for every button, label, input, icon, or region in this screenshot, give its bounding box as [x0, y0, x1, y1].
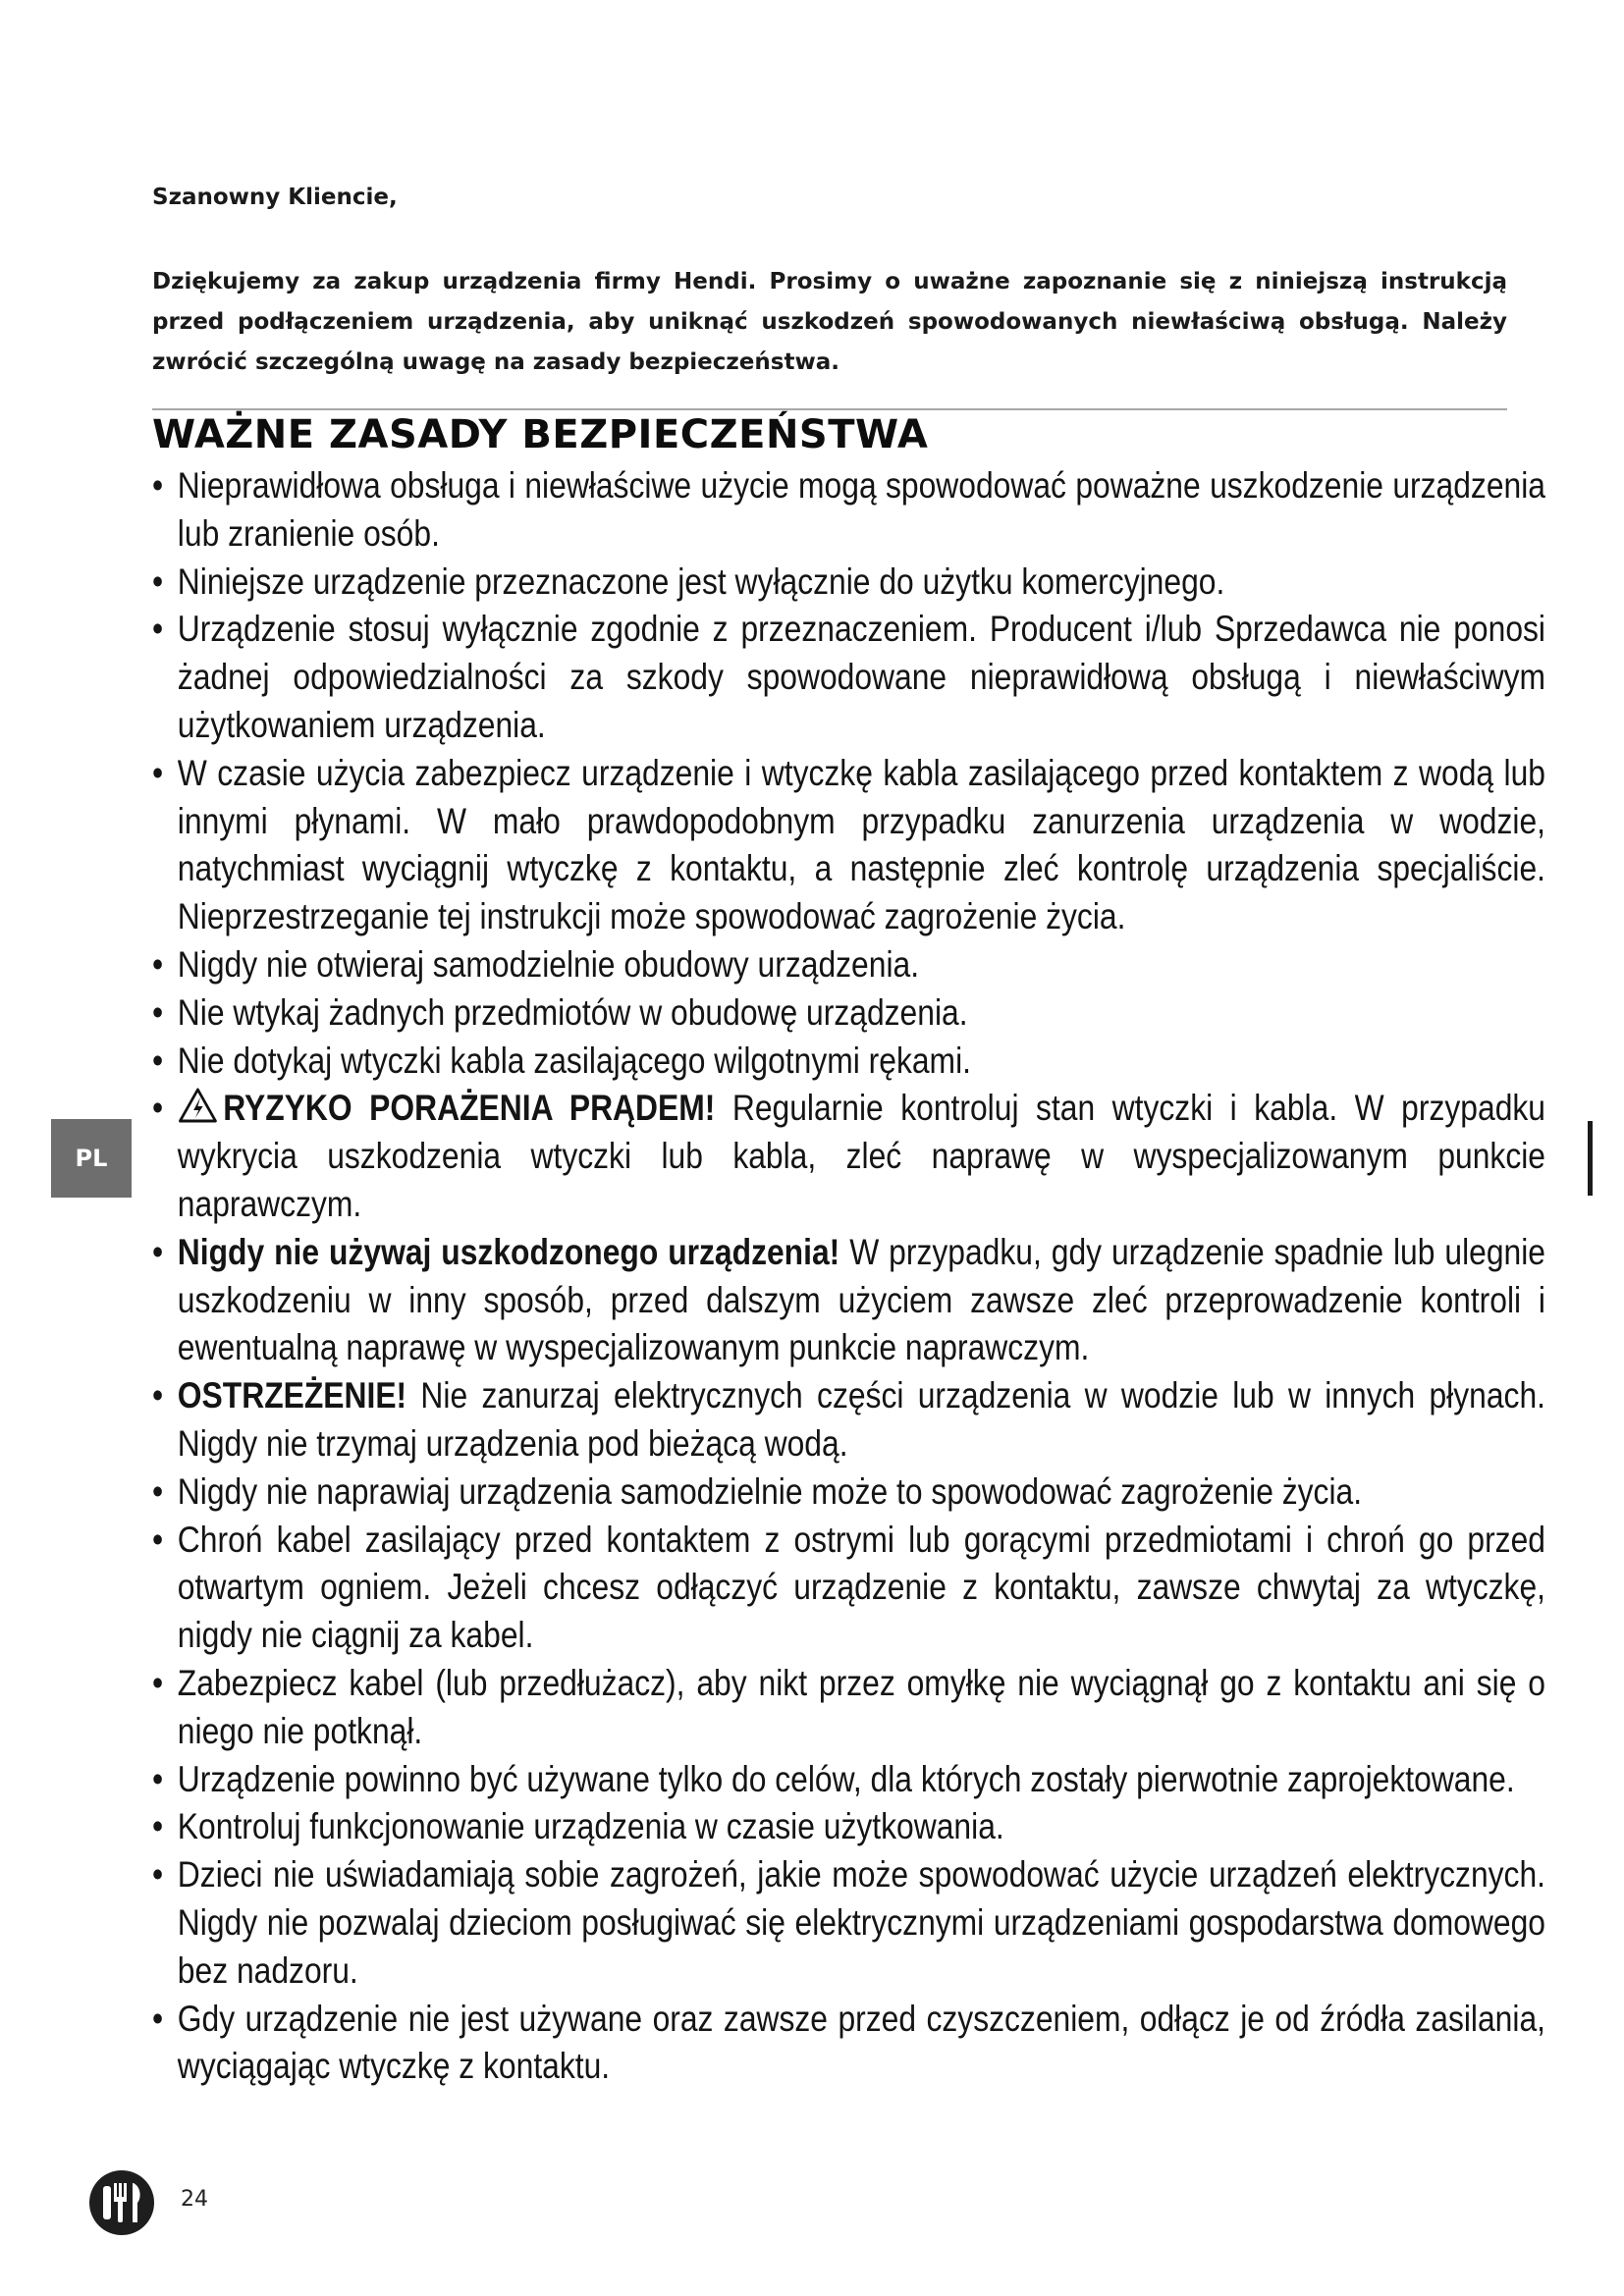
safety-rule-item	[152, 1756, 1545, 1804]
rule-text: Gdy urządzenie nie jest używane oraz zawsze przed czyszczeniem, odłącz je od źródła zasilania, wyciągając wtyczkę z kontaktu.	[177, 1998, 1545, 2087]
bullet-point: •	[152, 1998, 164, 2039]
rule-text: W czasie użycia zabezpiecz urządzenie i wtyczkę kabla zasilającego przed kontaktem z wodą lub innymi płynami. W mało prawdopodobnym przypadku zanurzenia urządzenia w wodzie, natychmiast wyciągnij wtyczkę z kontaktu, a następnie zleć kontrolę urządzenia specjaliście. Nieprzestrzeganie tej instrukcji może spowodować zagrożenie życia.	[177, 752, 1545, 937]
bullet-point: •	[152, 752, 164, 793]
bullet-point: •	[152, 1758, 164, 1799]
page-number: 24	[181, 2187, 208, 2212]
bullet-point: •	[152, 1519, 164, 1560]
bullet-point: •	[152, 1470, 164, 1512]
rule-emphasis: RYZYKO PORAŻENIA PRĄDEM!	[223, 1088, 716, 1129]
bullet-point: •	[152, 991, 164, 1033]
rule-text: Nigdy nie otwieraj samodzielnie obudowy urządzenia.	[177, 943, 920, 985]
safety-heading: WAŻNE ZASADY BEZPIECZEŃSTWA	[152, 412, 929, 457]
bullet-point: •	[152, 1662, 164, 1703]
safety-rule-item	[152, 1803, 1545, 1851]
safety-rule-item	[152, 941, 1545, 989]
safety-rule-item	[152, 1517, 1545, 1660]
edge-marker	[1588, 1121, 1593, 1196]
safety-rule-item	[152, 1038, 1545, 1086]
rule-text: Chroń kabel zasilający przed kontaktem z ostrymi lub gorącymi przedmiotami i chroń go przed otwartym ogniem. Jeżeli chcesz odłączyć urządzenie z kontaktu, zawsze chwytaj za wtyczkę, nigdy nie ciągnij za kabel.	[177, 1519, 1545, 1656]
safety-rule-item	[152, 606, 1545, 749]
rule-text: Regularnie kontroluj stan wtyczki i kabla. W przypadku wykrycia uszkodzenia wtyczki lub kabla, zleć naprawę w wyspecjalizowanym punkcie naprawczym.	[177, 1088, 1545, 1224]
safety-rule-item	[152, 1851, 1545, 1995]
safety-rule-item	[152, 1468, 1545, 1517]
safety-rule-item	[152, 559, 1545, 607]
rule-emphasis: Nigdy nie używaj uszkodzonego urządzenia!	[177, 1231, 840, 1272]
bullet-point: •	[152, 943, 164, 985]
bullet-point: •	[152, 1806, 164, 1847]
rule-text: Nie dotykaj wtyczki kabla zasilającego wilgotnymi rękami.	[177, 1040, 971, 1081]
safety-rule-item	[152, 989, 1545, 1038]
electric-hazard-icon	[178, 1087, 218, 1124]
greeting: Szanowny Kliencie,	[152, 185, 398, 210]
bullet-point: •	[152, 1231, 164, 1272]
rule-text: Niniejsze urządzenie przeznaczone jest wyłącznie do użytku komercyjnego.	[177, 561, 1225, 602]
section-divider	[152, 408, 1507, 410]
rule-text: Zabezpiecz kabel (lub przedłużacz), aby nikt przez omyłkę nie wyciągnął go z kontaktu ani się o niego nie potknął.	[177, 1662, 1545, 1751]
rule-emphasis: OSTRZEŻENIE!	[177, 1375, 407, 1416]
rule-text: Nie zanurzaj elektrycznych części urządzenia w wodzie lub w innych płynach. Nigdy nie trzymaj urządzenia pod bieżącą wodą.	[177, 1375, 1545, 1464]
rule-text: Urządzenie powinno być używane tylko do celów, dla których zostały pierwotnie zaprojektowane.	[177, 1758, 1515, 1799]
rule-text: Nie wtykaj żadnych przedmiotów w obudowę urządzenia.	[177, 991, 968, 1033]
hendi-cutlery-logo-icon	[88, 2169, 155, 2236]
language-tab: PL	[51, 1119, 132, 1198]
rule-text: Nieprawidłowa obsługa i niewłaściwe użycie mogą spowodować poważne uszkodzenie urządzenia lub zranienie osób.	[177, 465, 1545, 554]
rule-text: Nigdy nie naprawiaj urządzenia samodzielnie może to spowodować zagrożenie życia.	[177, 1470, 1363, 1512]
safety-rules-list	[152, 462, 1545, 2091]
bullet-point: •	[152, 609, 164, 650]
bullet-point: •	[152, 1375, 164, 1416]
bullet-point: •	[152, 1854, 164, 1896]
intro-paragraph: Dziękujemy za zakup urządzenia firmy Hendi. Prosimy o uważne zapoznanie się z niniejszą instrukcją przed podłączeniem urządzenia, aby uniknąć uszkodzeń spowodowanych niewłaściwą obsługą. Należy zwrócić szczególną uwagę na zasady bezpieczeństwa.	[152, 269, 1507, 375]
safety-rule-item	[152, 1229, 1545, 1372]
rule-text: Dzieci nie uświadamiają sobie zagrożeń, jakie może spowodować użycie urządzeń elektrycznych. Nigdy nie pozwalaj dzieciom posługiwać się elektrycznymi urządzeniami gospodarstwa domowego bez nadzoru.	[177, 1854, 1545, 1991]
bullet-point: •	[152, 1040, 164, 1081]
bullet-point: •	[152, 465, 164, 506]
safety-rule-item	[152, 1660, 1545, 1756]
safety-rule-item	[152, 750, 1545, 941]
rule-text: Urządzenie stosuj wyłącznie zgodnie z przeznaczeniem. Producent i/lub Sprzedawca nie ponosi żadnej odpowiedzialności za szkody spowodowane nieprawidłową obsługą i niewłaściwym użytkowaniem urządzenia.	[177, 609, 1545, 745]
safety-rule-item	[152, 1372, 1545, 1468]
safety-rule-item	[152, 1085, 1545, 1228]
bullet-point: •	[152, 561, 164, 602]
bullet-point: •	[152, 1088, 164, 1129]
safety-rule-item	[152, 462, 1545, 559]
safety-rule-item	[152, 1996, 1545, 2092]
rule-text: W przypadku, gdy urządzenie spadnie lub ulegnie uszkodzeniu w inny sposób, przed dalszym użyciem zawsze zleć przeprowadzenie kontroli i ewentualną naprawę w wyspecjalizowanym punkcie naprawczym.	[177, 1231, 1545, 1368]
rule-text: Kontroluj funkcjonowanie urządzenia w czasie użytkowania.	[177, 1806, 1004, 1847]
